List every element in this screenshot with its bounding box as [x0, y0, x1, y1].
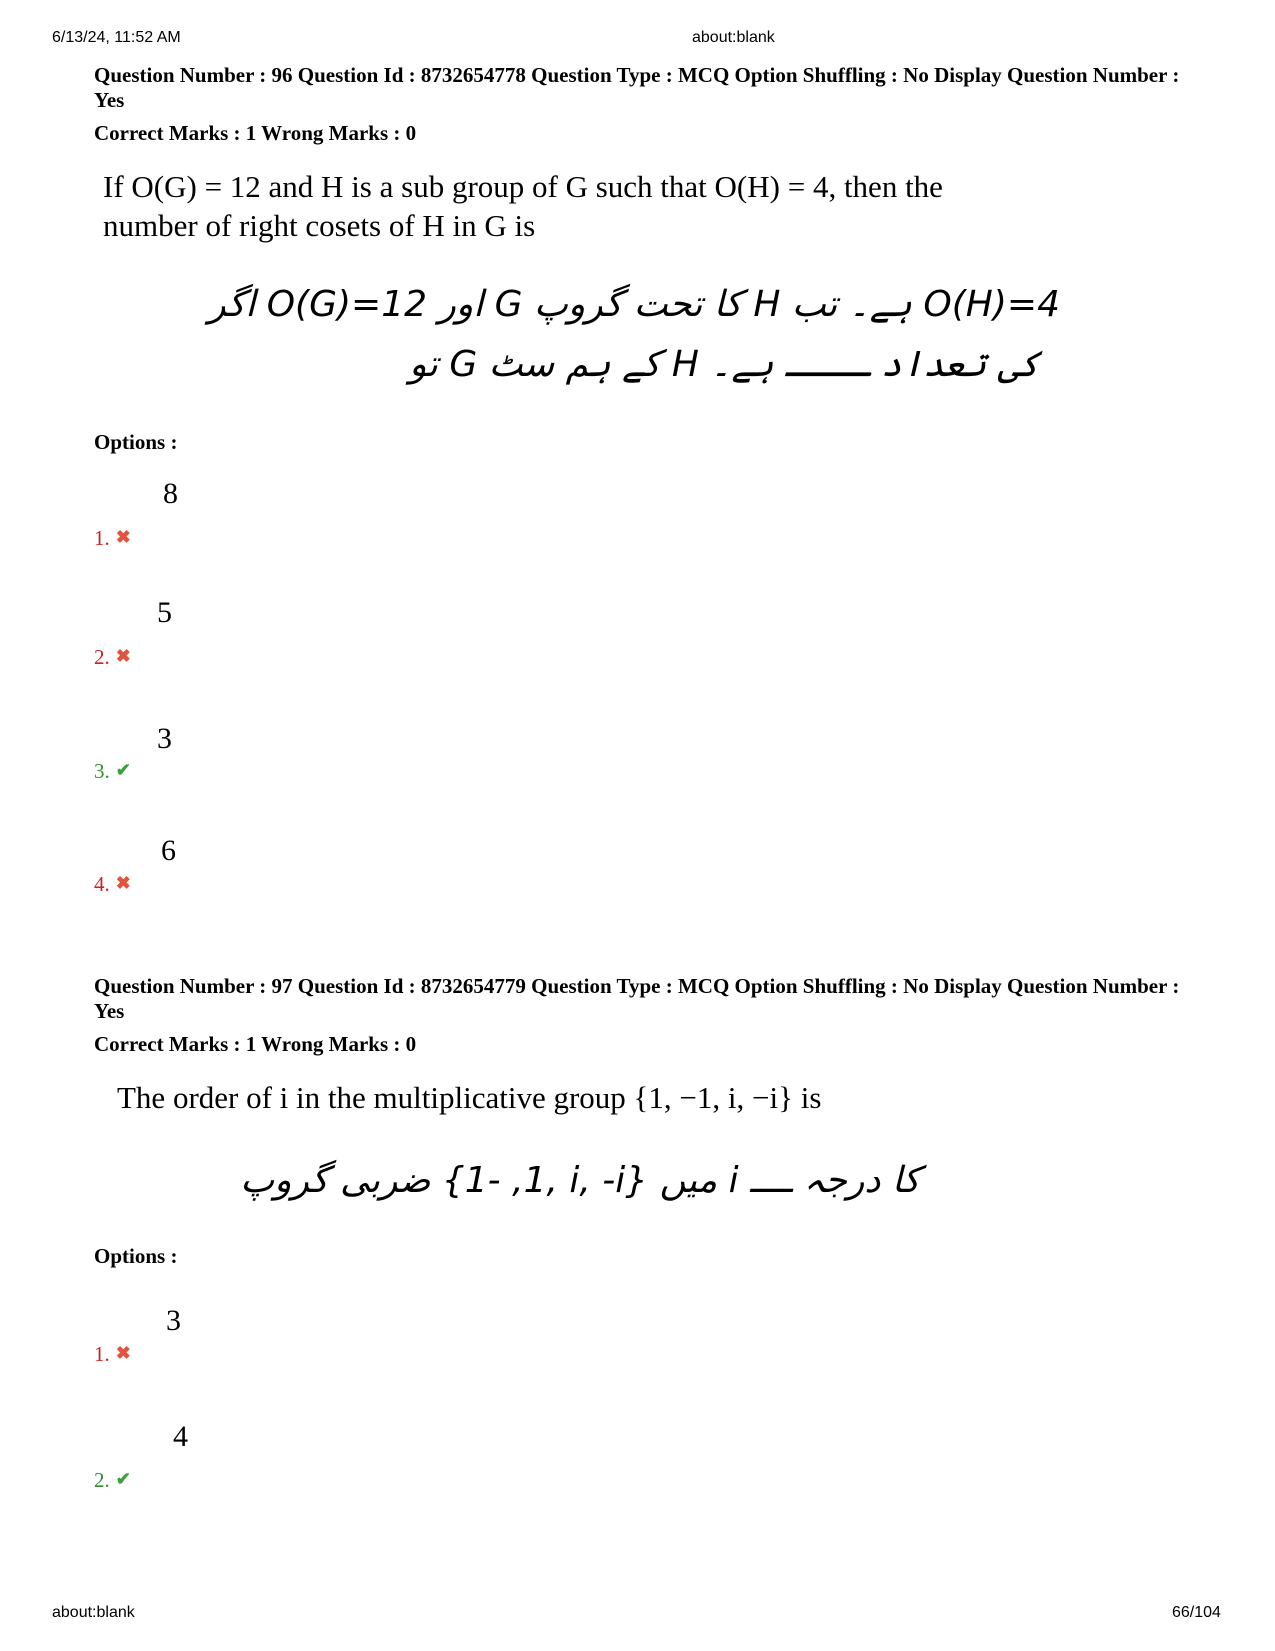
print-title: about:blank — [692, 29, 775, 46]
print-page-number: 66/104 — [1172, 1604, 1221, 1621]
option-number: 1. — [94, 526, 110, 550]
question-96-text-line2: number of right cosets of H in G is — [103, 208, 536, 243]
question-97-urdu-handwriting — [110, 1140, 930, 1220]
question-97-text: The order of i in the multiplicative group {1, −1, i, −i} is — [117, 1080, 822, 1115]
check-icon: ✔ — [115, 1469, 131, 1489]
question-96-urdu-handwriting — [140, 258, 1070, 418]
print-datetime: 6/13/24, 11:52 AM — [52, 29, 181, 46]
question-96-urdu-line2: تو G کے ہم سٹ H کی تعداد ــــ ہے۔ — [409, 344, 1040, 385]
option-number: 2. — [94, 645, 110, 669]
q97-option-2 — [94, 1468, 131, 1493]
option-number: 4. — [94, 872, 110, 896]
check-icon: ✔ — [115, 760, 131, 780]
question-97-marks: Correct Marks : 1 Wrong Marks : 0 — [94, 1032, 417, 1056]
q97-option-2-value: 4 — [173, 1420, 188, 1453]
question-96-marks: Correct Marks : 1 Wrong Marks : 0 — [94, 121, 417, 145]
question-96-meta: Question Number : 96 Question Id : 8732654778 Question Type : MCQ Option Shuffling : No Display Question Number : Yes — [94, 63, 1180, 112]
question-96-urdu-line1: اگر O(G)=12 اور G کا تحت گروپ H ہے۔ تب O(H)=4 — [208, 284, 1060, 325]
option-number: 3. — [94, 759, 110, 783]
q97-option-1-value: 3 — [166, 1304, 181, 1337]
question-96-text-line1: If O(G) = 12 and H is a sub group of G such that O(H) = 4, then the — [103, 169, 943, 204]
cross-icon: ✖ — [115, 1343, 131, 1363]
option-number: 2. — [94, 1468, 110, 1492]
q96-option-4 — [94, 872, 131, 897]
option-number: 1. — [94, 1342, 110, 1366]
print-footer-url: about:blank — [52, 1604, 135, 1621]
question-97-urdu-line1: ضربی گروپ {1, -1, i, -i} میں i کا درجہ ــــ — [240, 1160, 920, 1201]
q96-option-4-value: 6 — [161, 834, 176, 867]
q96-option-3 — [94, 759, 131, 784]
cross-icon: ✖ — [115, 873, 131, 893]
q96-option-1 — [94, 526, 131, 551]
q97-option-1 — [94, 1342, 131, 1367]
q96-option-2 — [94, 645, 131, 670]
q96-option-2-value: 5 — [157, 596, 172, 629]
q96-option-1-value: 8 — [163, 477, 178, 510]
q96-option-3-value: 3 — [157, 722, 172, 755]
question-97-options-label: Options : — [94, 1244, 178, 1268]
cross-icon: ✖ — [115, 527, 131, 547]
cross-icon: ✖ — [115, 646, 131, 666]
question-97-meta: Question Number : 97 Question Id : 8732654779 Question Type : MCQ Option Shuffling : No Display Question Number : Yes — [94, 974, 1180, 1023]
question-96-options-label: Options : — [94, 430, 178, 454]
